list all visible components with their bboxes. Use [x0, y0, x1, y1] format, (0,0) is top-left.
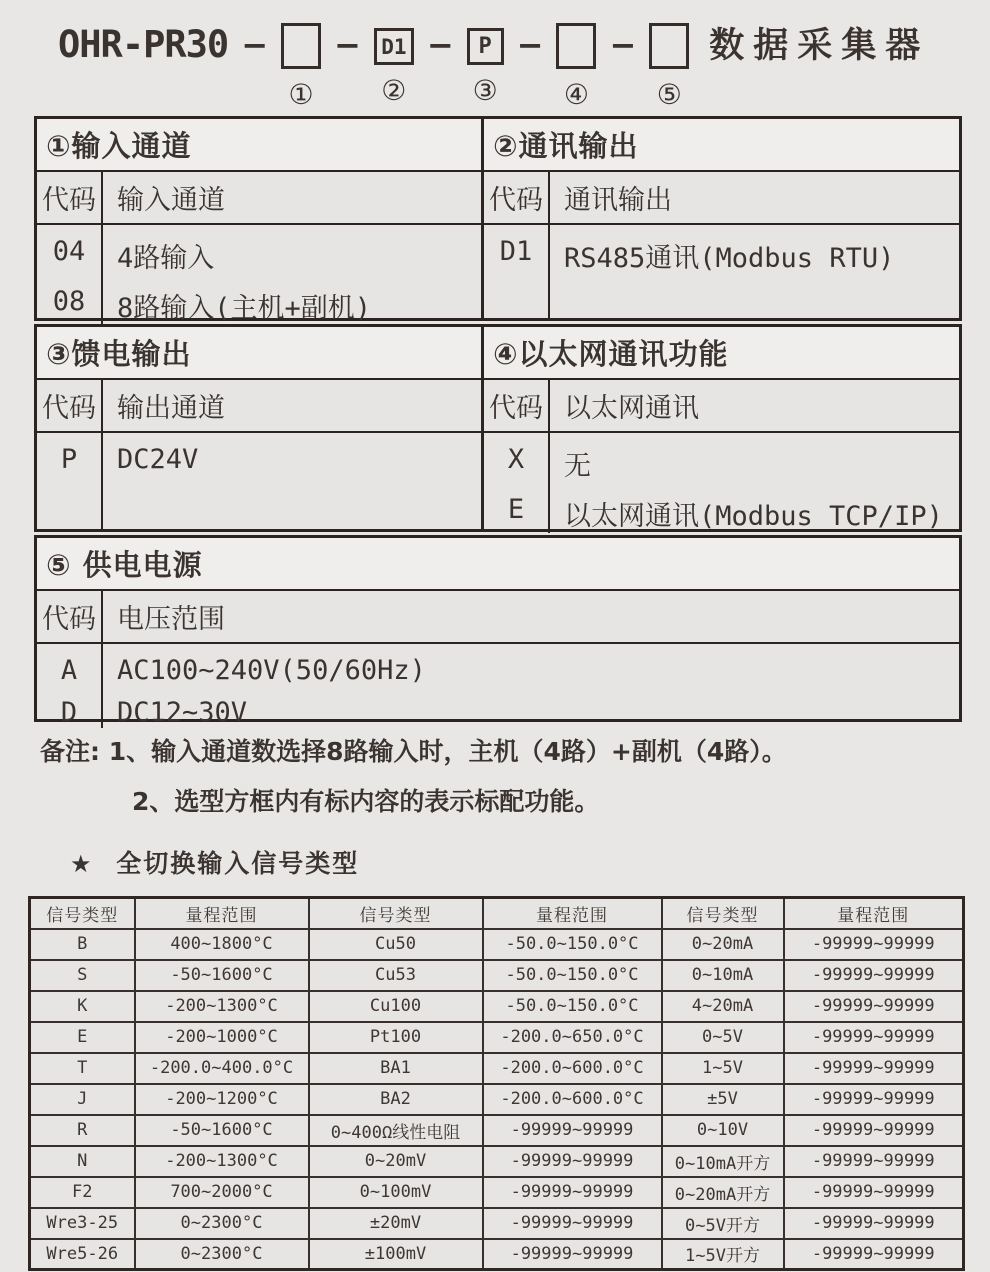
signal-cell: -200~1300°C	[135, 991, 309, 1022]
table-title: ③馈电输出	[37, 327, 481, 380]
signal-cell: -99999~99999	[784, 1022, 964, 1053]
desc-cell: 无	[564, 451, 591, 482]
code-cell: X	[484, 433, 550, 483]
signal-cell: -99999~99999	[784, 1084, 964, 1115]
signal-cell: -99999~99999	[483, 1115, 662, 1146]
table-body	[484, 433, 959, 533]
table-ethernet	[481, 324, 962, 532]
column-header-code: 代码	[37, 172, 103, 223]
signal-cell: -50.0~150.0°C	[483, 991, 662, 1022]
table-row	[30, 960, 964, 991]
desc-cell: AC100~240V(50/60Hz)	[117, 655, 426, 686]
column-header: 量程范围	[784, 898, 964, 929]
signal-cell: 0~20mV	[309, 1146, 483, 1177]
signal-types-table	[28, 896, 965, 1271]
desc-cell: RS485通讯(Modbus RTU)	[564, 243, 895, 274]
column-header-code: 代码	[37, 380, 103, 431]
signal-cell: E	[30, 1022, 135, 1053]
signal-cell: 0~400Ω线性电阻	[309, 1115, 483, 1146]
table-row	[30, 1177, 964, 1208]
table-header-row	[37, 172, 481, 225]
signal-cell: BA2	[309, 1084, 483, 1115]
signal-cell: -200.0~400.0°C	[135, 1053, 309, 1084]
code-cell: A	[37, 644, 103, 686]
signal-cell: -99999~99999	[784, 991, 964, 1022]
column-header-code: 代码	[484, 172, 550, 223]
dash-separator: −	[334, 26, 361, 64]
signal-cell: 0~10mA开方	[662, 1146, 784, 1177]
selection-band-3	[34, 535, 962, 728]
star-icon: ★	[70, 850, 94, 878]
table-row	[30, 1084, 964, 1115]
table-row	[484, 225, 959, 318]
table-row	[30, 929, 964, 960]
column-header-desc: 以太网通讯	[564, 393, 699, 424]
table-header-row	[484, 380, 959, 433]
signal-cell: J	[30, 1084, 135, 1115]
signal-cell: 0~5V	[662, 1022, 784, 1053]
table-body	[37, 433, 481, 529]
model-slot-4	[556, 16, 596, 111]
model-slot-5	[649, 16, 689, 111]
signal-cell: -50~1600°C	[135, 960, 309, 991]
signal-cell: B	[30, 929, 135, 960]
selection-band-2	[34, 324, 962, 532]
signal-cell: -99999~99999	[784, 929, 964, 960]
signal-cell: -200.0~600.0°C	[483, 1053, 662, 1084]
signal-cell: K	[30, 991, 135, 1022]
signal-cell: T	[30, 1053, 135, 1084]
dash-separator: −	[426, 26, 454, 64]
table-body	[37, 644, 959, 728]
desc-cell: DC24V	[117, 444, 199, 475]
table-title: ④以太网通讯功能	[484, 327, 959, 380]
table-title: ①输入通道	[37, 119, 481, 172]
column-header: 量程范围	[483, 898, 662, 929]
signal-cell: ±100mV	[309, 1239, 483, 1270]
table-title: ⑤ 供电电源	[37, 538, 959, 591]
table-row	[37, 433, 481, 529]
signal-section-title: 全切换输入信号类型	[116, 849, 360, 878]
table-comm-output	[481, 116, 962, 321]
code-cell: 08	[37, 275, 103, 325]
table-row	[30, 1115, 964, 1146]
column-header-desc: 输出通道	[117, 393, 225, 424]
signal-cell: S	[30, 960, 135, 991]
table-row	[37, 275, 481, 325]
signal-cell: 0~10mA	[662, 960, 784, 991]
table-header-row	[37, 591, 959, 644]
note-line-2	[132, 782, 962, 818]
column-header-desc: 通讯输出	[564, 185, 672, 216]
signal-cell: -99999~99999	[784, 1177, 964, 1208]
model-slot-1	[281, 16, 321, 111]
table-feed-output	[34, 324, 484, 532]
signal-cell: Cu53	[309, 960, 483, 991]
signal-cell: -200~1000°C	[135, 1022, 309, 1053]
column-header: 信号类型	[30, 898, 135, 929]
table-row	[30, 1239, 964, 1270]
table-power-supply	[34, 535, 962, 728]
desc-cell: 4路输入	[117, 243, 215, 274]
circled-number-3: ③	[472, 74, 498, 107]
column-header: 量程范围	[135, 898, 309, 929]
model-slot-3	[467, 16, 504, 107]
signal-cell: -50.0~150.0°C	[483, 929, 662, 960]
table-row	[484, 433, 959, 483]
table-row	[30, 1022, 964, 1053]
table-row	[37, 225, 481, 275]
column-header-desc: 电压范围	[117, 604, 225, 635]
signal-cell: 0~20mA开方	[662, 1177, 784, 1208]
signal-cell: -99999~99999	[784, 1239, 964, 1270]
code-cell: 04	[37, 225, 103, 275]
table-row	[37, 686, 959, 728]
signal-cell: R	[30, 1115, 135, 1146]
table-row	[30, 1053, 964, 1084]
signal-cell: 0~2300°C	[135, 1208, 309, 1239]
note-text: 1、输入通道数选择8路输入时，主机（4路）+副机（4路）。	[108, 737, 787, 766]
signal-cell: 4~20mA	[662, 991, 784, 1022]
circled-number-2: ②	[381, 74, 407, 107]
code-box-5	[649, 23, 689, 69]
signal-table-body	[30, 929, 964, 1270]
signal-cell: Wre5-26	[30, 1239, 135, 1270]
signal-header-row	[30, 898, 964, 929]
signal-cell: F2	[30, 1177, 135, 1208]
table-title: ②通讯输出	[484, 119, 959, 172]
signal-cell: -99999~99999	[483, 1208, 662, 1239]
signal-cell: -99999~99999	[483, 1177, 662, 1208]
model-code-line	[58, 16, 962, 112]
dash-separator: −	[516, 26, 544, 64]
desc-cell: 8路输入(主机+副机)	[117, 293, 372, 324]
code-box-1	[281, 23, 321, 69]
column-header-code: 代码	[484, 380, 550, 431]
code-cell: E	[484, 483, 550, 533]
table-row	[30, 1146, 964, 1177]
column-header-desc: 输入通道	[117, 185, 225, 216]
signal-section-heading	[70, 844, 962, 880]
signal-cell: Cu100	[309, 991, 483, 1022]
signal-cell: -200.0~650.0°C	[483, 1022, 662, 1053]
table-header-row	[37, 380, 481, 433]
signal-cell: -200~1300°C	[135, 1146, 309, 1177]
code-box-4	[556, 23, 596, 69]
model-slot-2	[374, 16, 414, 107]
circled-number-5: ⑤	[656, 78, 682, 111]
table-row	[484, 483, 959, 533]
signal-cell: -99999~99999	[784, 1115, 964, 1146]
selection-grid	[34, 116, 962, 728]
table-header-row	[484, 172, 959, 225]
model-prefix: OHR-PR30	[58, 23, 229, 66]
signal-cell: N	[30, 1146, 135, 1177]
signal-cell: -99999~99999	[784, 1053, 964, 1084]
note-line-1	[40, 732, 962, 768]
signal-cell: Cu50	[309, 929, 483, 960]
code-cell: D	[37, 686, 103, 728]
dash-separator: −	[609, 26, 637, 64]
notes-section	[32, 732, 962, 818]
table-body	[484, 225, 959, 318]
code-box-2: D1	[374, 28, 414, 65]
signal-cell: ±5V	[662, 1084, 784, 1115]
table-body	[37, 225, 481, 325]
circled-number-4: ④	[563, 78, 590, 111]
signal-cell: 0~100mV	[309, 1177, 483, 1208]
column-header: 信号类型	[662, 898, 784, 929]
dash-separator: −	[241, 26, 269, 64]
signal-cell: 400~1800°C	[135, 929, 309, 960]
desc-cell: 以太网通讯(Modbus TCP/IP)	[564, 501, 943, 532]
code-cell: P	[37, 433, 103, 529]
table-input-channel	[34, 116, 484, 324]
product-name: 数据采集器	[709, 26, 930, 66]
desc-cell: DC12~30V	[117, 697, 248, 728]
notes-label: 备注:	[40, 737, 100, 766]
signal-cell: Wre3-25	[30, 1208, 135, 1239]
circled-number-1: ①	[288, 78, 314, 111]
signal-cell: -200~1200°C	[135, 1084, 309, 1115]
signal-cell: ±20mV	[309, 1208, 483, 1239]
signal-cell: 0~2300°C	[135, 1239, 309, 1270]
signal-cell: -50.0~150.0°C	[483, 960, 662, 991]
signal-cell: -200.0~600.0°C	[483, 1084, 662, 1115]
signal-cell: 0~10V	[662, 1115, 784, 1146]
note-text: 2、选型方框内有标内容的表示标配功能。	[132, 787, 600, 816]
table-row	[30, 1208, 964, 1239]
signal-cell: 1~5V开方	[662, 1239, 784, 1270]
signal-cell: -99999~99999	[784, 960, 964, 991]
signal-cell: -99999~99999	[784, 1208, 964, 1239]
signal-cell: -99999~99999	[784, 1146, 964, 1177]
signal-cell: -99999~99999	[483, 1239, 662, 1270]
code-box-3: P	[467, 28, 504, 65]
signal-cell: -99999~99999	[483, 1146, 662, 1177]
column-header-code: 代码	[37, 591, 103, 642]
table-row	[37, 644, 959, 686]
selection-band-1	[34, 116, 962, 324]
signal-cell: BA1	[309, 1053, 483, 1084]
signal-cell: -50~1600°C	[135, 1115, 309, 1146]
signal-cell: 1~5V	[662, 1053, 784, 1084]
signal-cell: 0~5V开方	[662, 1208, 784, 1239]
code-cell: D1	[484, 225, 550, 318]
table-row	[30, 991, 964, 1022]
signal-cell: 0~20mA	[662, 929, 784, 960]
signal-cell: Pt100	[309, 1022, 483, 1053]
signal-cell: 700~2000°C	[135, 1177, 309, 1208]
column-header: 信号类型	[309, 898, 483, 929]
